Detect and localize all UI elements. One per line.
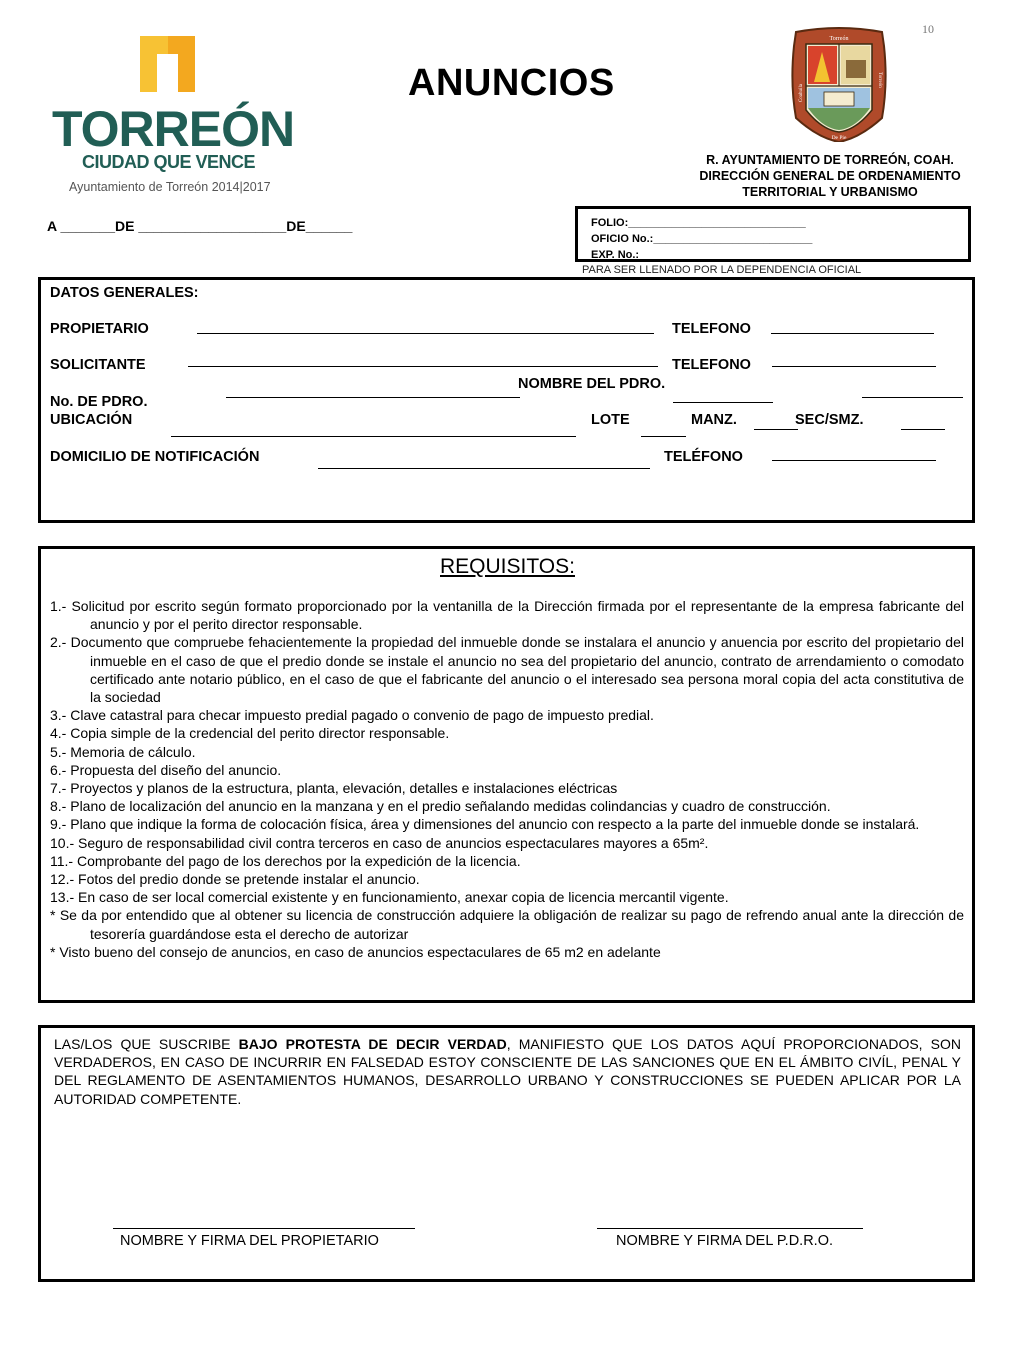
owner-signature-line[interactable] bbox=[113, 1228, 415, 1229]
datos-generales-box bbox=[38, 277, 975, 523]
domicilio-input[interactable] bbox=[318, 468, 650, 469]
list-item: * Se da por entendido que al obtener su licencia de construcción adquiere la obligación de realizar su pago de refrendo anual ante la dirección de tesorería guardándose esta el derecho de autorizar bbox=[50, 907, 964, 942]
ubicacion-input[interactable] bbox=[171, 436, 576, 437]
torreon-tower-icon bbox=[52, 34, 292, 104]
list-item: 13.- En caso de ser local comercial existente y en funcionamiento, anexar copia de licencia mercantil vigente. bbox=[50, 889, 729, 906]
exp-field[interactable]: EXP. No.: bbox=[591, 249, 640, 261]
coat-of-arms-icon bbox=[790, 26, 888, 142]
logo-slogan: CIUDAD QUE VENCE bbox=[82, 152, 256, 172]
lote-input[interactable] bbox=[641, 436, 686, 437]
date-line[interactable]: A _______DE ___________________DE______ bbox=[47, 218, 353, 234]
list-item: 2.- Documento que compruebe fehacientemente la propiedad del inmueble donde se instalara el anuncio y anuencia por escrito del propietario del inmueble en el caso de que el predio donde se instale el anuncio no sea del propietario del anuncio, contrato de arrendamiento o comodato certificado ante notario público, en el caso de que el fabricante del anuncio o el interesado sea persona moral copia del acta constitutiva de la sociedad bbox=[50, 634, 964, 706]
propietario-input[interactable] bbox=[197, 333, 654, 334]
list-item: 8.- Plano de localización del anuncio en la manzana y en el predio señalando medidas colindancias y cuadro de construcción. bbox=[50, 798, 831, 815]
official-use-box bbox=[575, 206, 971, 262]
telefono-label: TELÉFONO bbox=[664, 449, 743, 465]
sec-input[interactable] bbox=[901, 429, 945, 430]
list-item: 10.- Seguro de responsabilidad civil contra terceros en caso de anuncios espectaculares mayores a 65m². bbox=[50, 834, 709, 851]
ubicacion-label: UBICACIÓN bbox=[50, 412, 133, 428]
requisitos-title: REQUISITOS: bbox=[440, 555, 575, 578]
authority-line: R. AYUNTAMIENTO DE TORREÓN, COAH. bbox=[706, 153, 954, 167]
seal-top-text: Torreón bbox=[829, 36, 849, 42]
pdro-signature-line[interactable] bbox=[597, 1228, 863, 1229]
folio-field[interactable]: FOLIO:_____________________________ bbox=[591, 217, 806, 229]
telefono-input[interactable] bbox=[772, 460, 936, 461]
official-use-note: PARA SER LLENADO POR LA DEPENDENCIA OFICIAL bbox=[582, 264, 862, 276]
page-title: ANUNCIOS bbox=[408, 62, 615, 104]
domicilio-label: DOMICILIO DE NOTIFICACIÓN bbox=[50, 449, 260, 465]
logo-subtitle: Ayuntamiento de Torreón 2014|2017 bbox=[69, 180, 271, 194]
declaration-suffix: , MANIFIESTO QUE LOS DATOS AQUÍ PROPORCIONADOS, SON VERDADEROS, EN CASO DE INCURRIR EN FALSEDAD ESTOY CONSCIENTE DE LAS SANCIONES QUE EN EL ÁMBITO CIVÍL, PENAL Y DEL REGLAMENTO DE ASENTAMIENTOS HUMANOS, DESARROLLO URBANO Y CONSTRUCCIONES SE PUEDEN APLICAR POR LA AUTORIDAD COMPETENTE. bbox=[54, 1036, 962, 1107]
list-item: 9.- Plano que indique la forma de colocación física, área y dimensiones del anuncio con respecto a la parte del inmueble donde se instalará. bbox=[50, 816, 920, 833]
list-item: * Visto bueno del consejo de anuncios, en caso de anuncios espectaculares de 65 m2 en adelante bbox=[50, 943, 661, 960]
list-item: 6.- Propuesta del diseño del anuncio. bbox=[50, 761, 282, 778]
list-item: 7.- Proyectos y planos de la estructura, planta, elevación, detalles e instalaciones eléctricas bbox=[50, 780, 618, 797]
propietario-label: PROPIETARIO bbox=[50, 321, 149, 337]
manz-input[interactable] bbox=[754, 429, 798, 430]
pdro-signature-label: NOMBRE Y FIRMA DEL P.D.R.O. bbox=[616, 1233, 834, 1249]
solicitante-label: SOLICITANTE bbox=[50, 357, 146, 373]
sec-label: SEC/SMZ. bbox=[795, 412, 864, 428]
nombre-pdro-label: NOMBRE DEL PDRO. bbox=[518, 376, 666, 392]
no-pdro-label: No. DE PDRO. bbox=[50, 394, 148, 410]
telefono-label: TELEFONO bbox=[672, 357, 751, 373]
nombre-pdro-input-extra[interactable] bbox=[862, 397, 963, 398]
seal-bottom-text: De Pie bbox=[831, 135, 847, 141]
declaration-emphasis: BAJO PROTESTA DE DECIR VERDAD bbox=[238, 1036, 507, 1052]
declaration-prefix: LAS/LOS QUE SUSCRIBE bbox=[54, 1036, 239, 1052]
list-item: 1.- Solicitud por escrito según formato proporcionado por la ventanilla de la Dirección firmada por el representante de la empresa fabricante del anuncio y por el perito director responsable. bbox=[50, 598, 964, 633]
seal-left-text: Coahuila bbox=[799, 83, 804, 102]
list-item: 4.- Copia simple de la credencial del perito director responsable. bbox=[50, 725, 450, 742]
torreon-logo bbox=[52, 34, 295, 199]
logo-wordmark: TORREÓN bbox=[52, 101, 295, 157]
telefono-input[interactable] bbox=[772, 366, 936, 367]
authority-block bbox=[660, 152, 1000, 200]
authority-line: DIRECCIÓN GENERAL DE ORDENAMIENTO bbox=[699, 169, 961, 183]
no-pdro-input[interactable] bbox=[226, 397, 520, 398]
list-item: 3.- Clave catastral para checar impuesto predial pagado o convenio de pago de impuesto predial. bbox=[50, 707, 654, 724]
list-item: 12.- Fotos del predio donde se pretende instalar el anuncio. bbox=[50, 871, 420, 888]
telefono-input[interactable] bbox=[771, 333, 934, 334]
list-item: 11.- Comprobante del pago de los derechos por la expedición de la licencia. bbox=[50, 852, 521, 869]
seal-right-text: Torreón bbox=[877, 72, 882, 88]
authority-line: TERRITORIAL Y URBANISMO bbox=[742, 185, 918, 199]
list-item: 5.- Memoria de cálculo. bbox=[50, 743, 196, 760]
page-number: 10 bbox=[922, 22, 934, 36]
requisitos-list bbox=[50, 597, 964, 961]
telefono-label: TELEFONO bbox=[672, 321, 751, 337]
datos-heading: DATOS GENERALES: bbox=[50, 285, 199, 301]
oficio-field[interactable]: OFICIO No.:__________________________ bbox=[591, 233, 813, 245]
declaration-text bbox=[54, 1035, 961, 1108]
solicitante-input[interactable] bbox=[188, 366, 658, 367]
nombre-pdro-input[interactable] bbox=[673, 402, 773, 403]
manz-label: MANZ. bbox=[691, 412, 737, 428]
owner-signature-label: NOMBRE Y FIRMA DEL PROPIETARIO bbox=[120, 1233, 379, 1249]
lote-label: LOTE bbox=[591, 412, 630, 428]
